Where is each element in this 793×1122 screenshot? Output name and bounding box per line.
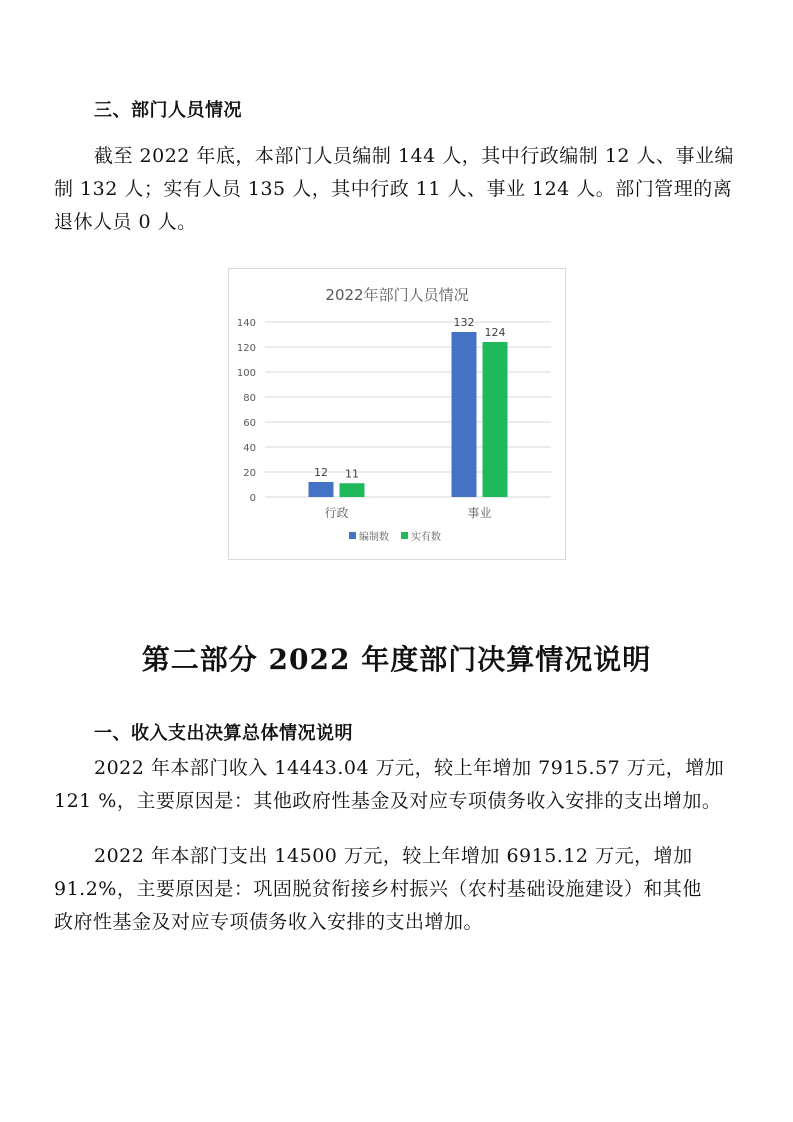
- section1-heading: 一、收入支出决算总体情况说明: [94, 723, 353, 744]
- expense-paragraph: [54, 840, 744, 939]
- y-tick-label: 60: [243, 418, 256, 429]
- chart-title: 2022年部门人员情况: [325, 286, 469, 304]
- category-label: 事业: [467, 506, 492, 520]
- y-tick-label: 20: [243, 468, 256, 479]
- income-paragraph: [54, 752, 744, 818]
- data-label: 11: [345, 467, 359, 481]
- paragraph-line: 退休人员 0 人。: [54, 211, 197, 233]
- legend-label: 实有数: [411, 532, 441, 543]
- bar-authorized: [309, 482, 334, 497]
- category-label: 行政: [324, 506, 349, 520]
- legend-swatch: [401, 532, 408, 539]
- data-label: 124: [484, 326, 506, 339]
- y-tick-label: 0: [249, 493, 256, 504]
- y-tick-label: 80: [243, 393, 256, 404]
- bar-actual: [340, 483, 365, 497]
- data-label: 132: [453, 316, 475, 329]
- paragraph-line: 121 %，主要原因是：其他政府性基金及对应专项债务收入安排的支出增加。: [54, 790, 722, 812]
- paragraph-line: 2022 年本部门支出 14500 万元，较上年增加 6915.12 万元，增加: [94, 845, 693, 867]
- y-tick-label: 140: [236, 318, 256, 329]
- paragraph-line: 截至 2022 年底，本部门人员编制 144 人，其中行政编制 12 人、事业编: [94, 145, 735, 167]
- paragraph-line: 2022 年本部门收入 14443.04 万元，较上年增加 7915.57 万元，增加: [94, 757, 725, 779]
- chart-svg: [229, 269, 565, 559]
- paragraph-line: 91.2%，主要原因是：巩固脱贫衔接乡村振兴（农村基础设施建设）和其他: [54, 878, 702, 900]
- bar-authorized: [452, 332, 477, 497]
- legend-label: 编制数: [359, 532, 389, 543]
- staff-chart: [228, 268, 566, 560]
- part2-title: 第二部分 2022 年度部门决算情况说明: [141, 643, 652, 676]
- y-tick-label: 100: [236, 368, 256, 379]
- bar-actual: [483, 342, 508, 497]
- legend-swatch: [349, 532, 356, 539]
- data-label: 12: [314, 466, 328, 479]
- section3-paragraph: [54, 140, 744, 239]
- section3-heading: 三、部门人员情况: [94, 100, 242, 121]
- y-tick-label: 120: [236, 343, 256, 354]
- paragraph-line: 政府性基金及对应专项债务收入安排的支出增加。: [54, 911, 484, 933]
- y-tick-label: 40: [243, 443, 256, 454]
- paragraph-line: 制 132 人；实有人员 135 人，其中行政 11 人、事业 124 人。部门管理的离: [54, 178, 733, 200]
